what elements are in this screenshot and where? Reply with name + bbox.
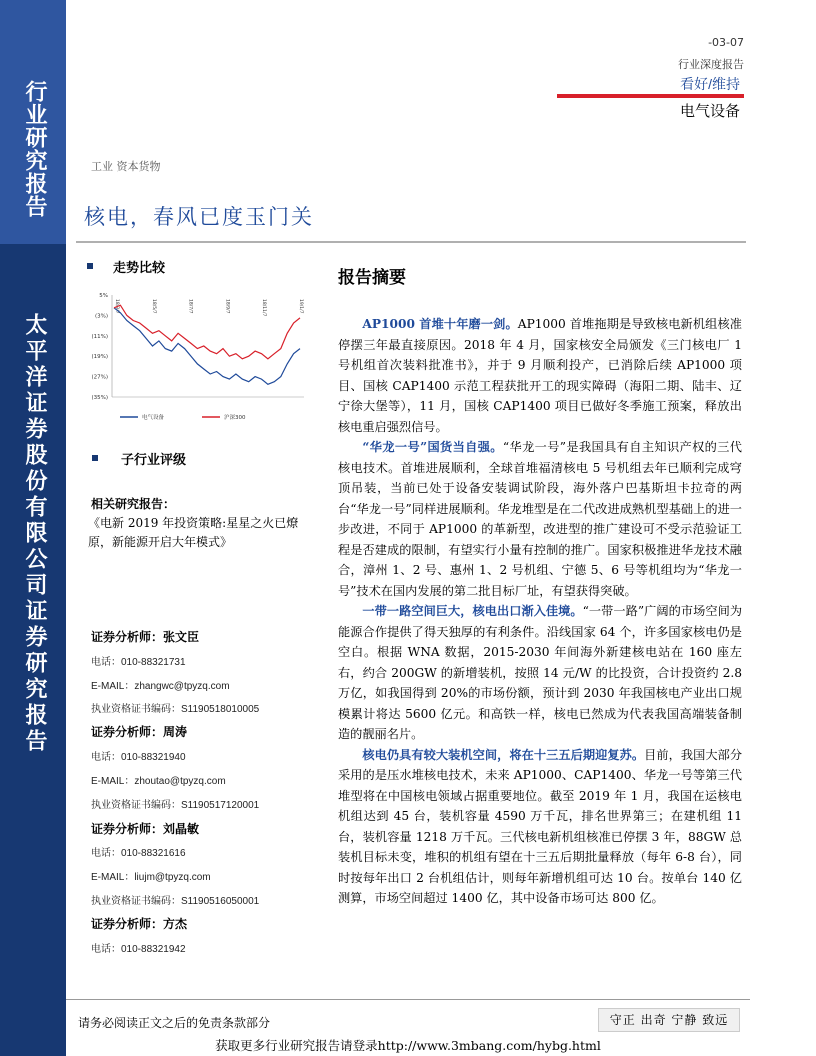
category: 工业 资本货物 <box>91 160 161 173</box>
sub-rating-heading: 子行业评级 <box>121 453 187 468</box>
summary-paragraph <box>338 437 742 601</box>
analyst-cert: 执业资格证书编码：S1190516050001 <box>91 896 260 907</box>
y-tick-label: 5% <box>99 293 108 299</box>
summary-paragraph <box>338 601 742 745</box>
paragraph-body: AP1000 首堆拖期是导致核电新机组核准停摆三年最直接原因。2018 年 4 月，国家核安全局颁发《三门核电厂 1 号机组首次装料批准书》，并于 9 月顺利投产，已消除后续 AP1000 项目、国核 CAP1400 示范工程获批开工的现实障碍（海阳二期、陆丰、辽宁徐大堡等），11 月，国核 CAP1400 项目已做好冬季施工预案，释放出核电重启强烈信号。 <box>338 317 742 434</box>
trend-chart <box>80 289 308 429</box>
series-line <box>114 308 300 385</box>
footer-disclaimer: 请务必阅读正文之后的免责条款部分 <box>78 1016 271 1030</box>
related-report: 《电新 2019 年投资策略:星星之火已燎原，新能源开启大年模式》 <box>88 516 299 549</box>
paragraph-lead: 核电仍具有较大装机空间，将在十三五后期迎复苏。 <box>362 747 645 762</box>
summary-paragraph <box>338 745 742 909</box>
paragraph-lead: “华龙一号”国货当自强。 <box>362 440 503 454</box>
analyst-phone: 电话：010-88321942 <box>91 944 186 955</box>
y-tick-label: (3%) <box>94 313 108 320</box>
analyst-email: E-MAIL：zhoutao@tpyzq.com <box>91 776 226 787</box>
legend-label: 沪深300 <box>224 415 246 421</box>
title-divider <box>76 241 746 243</box>
summary-heading: 报告摘要 <box>338 268 406 288</box>
header-red-rule <box>557 94 744 98</box>
report-type: 行业深度报告 <box>678 58 744 71</box>
x-tick-label: 18/7/7 <box>187 299 193 314</box>
footer-get-more-link[interactable]: 获取更多行业研究报告请登录http://www.3mbang.com/hybg.html <box>215 1038 601 1053</box>
analyst-phone: 电话：010-88321616 <box>91 848 186 859</box>
y-tick-label: (35%) <box>91 395 108 401</box>
company-vertical: 太平洋证券股份有限公司证券研究报告 <box>22 313 48 755</box>
rating: 看好/维持 <box>680 76 740 92</box>
analyst-phone: 电话：010-88321731 <box>91 657 186 668</box>
industry: 电气设备 <box>679 102 740 120</box>
footer-motto: 守正 出奇 宁静 致远 <box>598 1008 740 1032</box>
trend-heading: 走势比较 <box>113 261 166 276</box>
analyst-email: E-MAIL：zhangwc@tpyzq.com <box>91 681 230 692</box>
report-kind-vertical: 行业研究报告 <box>22 80 48 218</box>
bullet-square <box>92 455 98 461</box>
y-tick-label: (27%) <box>91 374 108 381</box>
summary-paragraph <box>338 314 742 437</box>
x-tick-label: 19/1/7 <box>298 299 303 314</box>
analyst-cert: 执业资格证书编码：S1190517120001 <box>91 800 260 811</box>
x-tick-label: 18/9/7 <box>224 299 230 314</box>
analyst-name: 证券分析师：方杰 <box>91 917 188 931</box>
paragraph-body: 目前，我国大部分采用的是压水堆核电技术，未来 AP1000、CAP1400、华龙一号等第三代堆型将在中国核电领域占据重要地位。截至 2019 年 1 月，我国在运核电机组达到 45 台，装机容量 4590 万千瓦，排名世界第三；在建机组 11 台，装机容量 1218 万千瓦。三代核电新机组核准已停摆 3 年，88GW 总装机目标未变，堆积的机组有望在十三五后期批量释放（每年 6-8 台），同时按每年出口 2 台机组估计，则每年新增机组可达 10 台。按单台 140 亿测算，市场空间超过 1400 亿，其中设备市场可达 800 亿。 <box>338 747 743 905</box>
paragraph-body: “一带一路”广阔的市场空间为能源合作提供了得天独厚的有利条件。沿线国家 64 个，许多国家核电仍是空白。根据 WNA 数据，2015-2030 年间海外新建核电站在 160 座左右，约合 200GW 的新增装机，按照 14 元/W 的比投资，合计投资约 2.8 万亿，如我国得到 20%的市场份额，预计到 2030 年我国核电产业出口规模累计将达 5600 亿元。和高铁一样，核电已然成为代表我国高端装备制造的靓丽名片。 <box>338 604 743 741</box>
analyst-name: 证券分析师：周涛 <box>91 725 188 739</box>
related-heading: 相关研究报告： <box>91 497 176 511</box>
x-tick-label: 18/3/7 <box>114 299 119 314</box>
analyst-cert: 执业资格证书编码：S1190518010005 <box>91 704 260 715</box>
paragraph-lead: AP1000 首堆十年磨一剑。 <box>362 317 518 331</box>
analyst-name: 证券分析师：刘晶敏 <box>91 822 200 836</box>
footer-divider <box>66 999 750 1000</box>
y-tick-label: (11%) <box>91 333 108 340</box>
paragraph-body: “华龙一号”是我国具有自主知识产权的三代核电技术。首堆进展顺利，全球首堆福清核电 5 号机组去年已顺利完成穹顶吊装，当前已处于设备安装调试阶段，海外落户巴基斯坦卡拉奇的两台“华龙一号”同样进展顺利。华龙堆型是在二代改进成熟机型基础上的进一步改进，不同于 AP1000 的革新型，改进型的推广建设可不受示范验证工程是否建成的限制，有望实行小量有控制的推广。国家积极推进华龙技术融合，漳州 1、2 号、惠州 1、2 号机组、宁德 5、6 号等机组均为“华龙一号”技术在国内发展的第二批目标厂址，有望获得突破。 <box>338 440 742 598</box>
y-tick-label: (19%) <box>91 354 108 361</box>
summary-body <box>338 314 742 909</box>
page-title: 核电，春风已度玉门关 <box>84 205 314 229</box>
analyst-email: E-MAIL：liujm@tpyzq.com <box>91 872 211 883</box>
analyst-name: 证券分析师：张文臣 <box>91 630 200 644</box>
paragraph-lead: 一带一路空间巨大，核电出口渐入佳境。 <box>362 604 583 618</box>
report-date: -03-07 <box>708 36 744 49</box>
series-line <box>114 305 300 359</box>
bullet-square <box>87 263 93 269</box>
legend-label: 电气设备 <box>142 415 165 421</box>
x-tick-label: 18/11/7 <box>261 299 267 317</box>
analyst-phone: 电话：010-88321940 <box>91 752 186 763</box>
x-tick-label: 18/5/7 <box>150 299 156 314</box>
